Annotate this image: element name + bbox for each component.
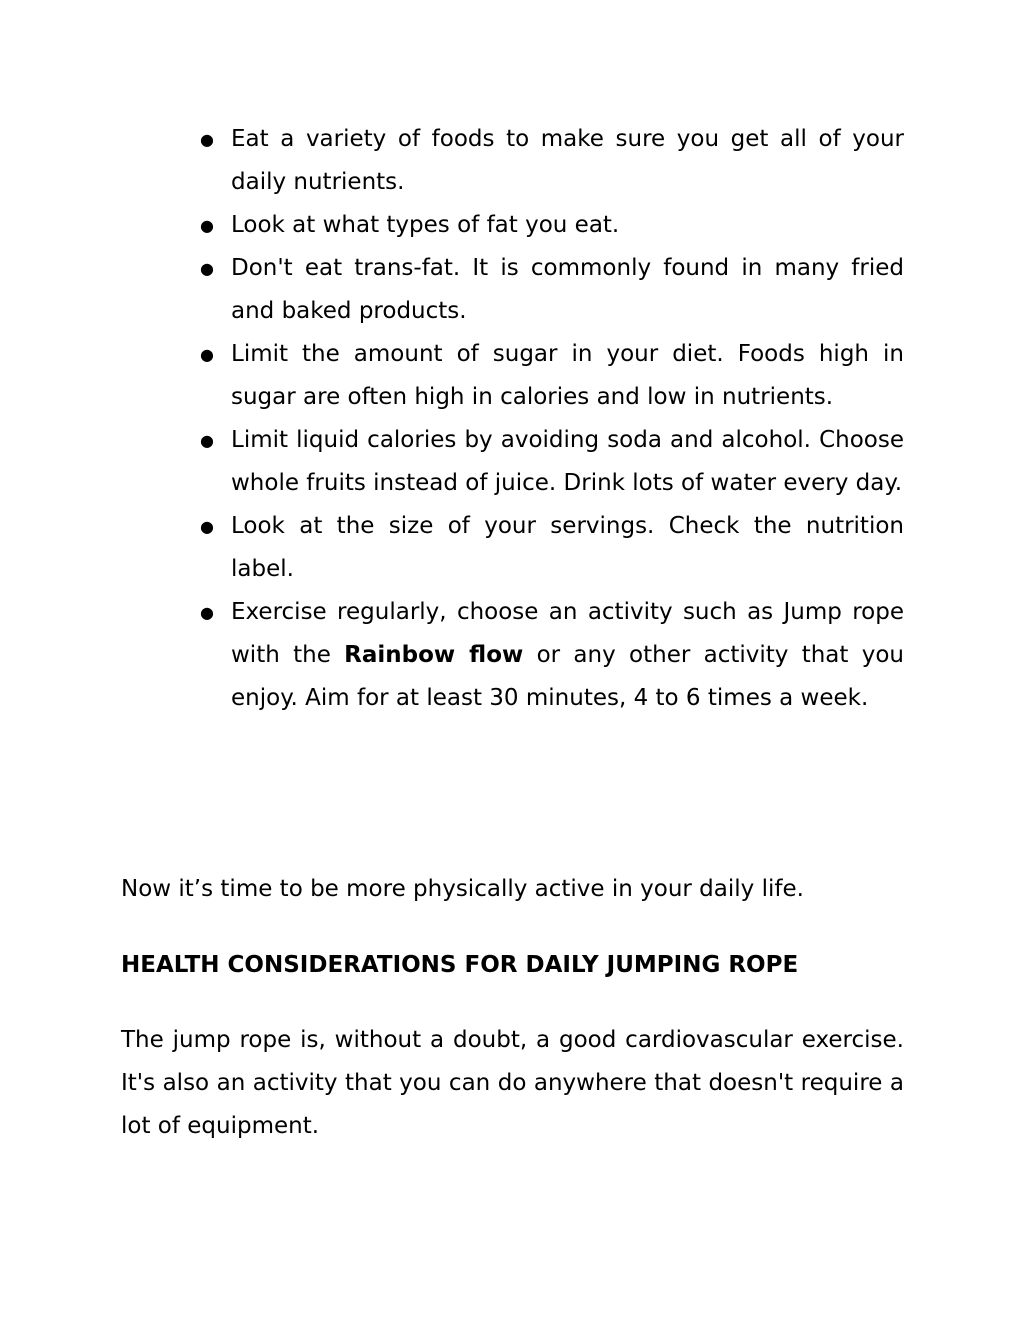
tip-item: [200, 204, 904, 247]
tip-text: Look at the size of your servings. Check the nutrition label.: [231, 513, 904, 582]
tip-item: [200, 118, 904, 204]
active-life-paragraph: Now it’s time to be more physically active in your daily life.: [121, 876, 804, 902]
tip-item: [200, 505, 904, 591]
tip-text: Don't eat trans-fat. It is commonly found in many fried and baked products.: [231, 255, 904, 324]
jump-rope-paragraph: The jump rope is, without a doubt, a good cardiovascular exercise. It's also an activity that you can do anywhere that doesn't require a lot of equipment.: [121, 1027, 904, 1139]
bullet-icon: ●: [200, 431, 214, 450]
bullet-icon: ●: [200, 130, 214, 149]
tip-item: [200, 419, 904, 505]
bullet-icon: ●: [200, 517, 214, 536]
tip-text: Eat a variety of foods to make sure you get all of your daily nutrients.: [231, 126, 904, 195]
tip-text: Look at what types of fat you eat.: [231, 212, 620, 238]
tip-item: [200, 591, 904, 720]
tip-text: Limit liquid calories by avoiding soda and alcohol. Choose whole fruits instead of juice. Drink lots of water every day.: [231, 427, 904, 496]
tip-text-after: or any other activity that you enjoy. Aim for at least 30 minutes, 4 to 6 times a week.: [231, 642, 904, 711]
bullet-icon: ●: [200, 259, 214, 278]
nutrition-tips-list: [200, 118, 904, 720]
bullet-icon: ●: [200, 603, 214, 622]
section-heading: HEALTH CONSIDERATIONS FOR DAILY JUMPING ROPE: [121, 952, 799, 978]
tip-text-before: Exercise regularly, choose an activity such as Jump rope with the: [231, 599, 904, 668]
bullet-icon: ●: [200, 216, 214, 235]
tip-bold-text: Rainbow flow: [344, 642, 524, 668]
bullet-icon: ●: [200, 345, 214, 364]
tip-item: [200, 247, 904, 333]
tip-text: Limit the amount of sugar in your diet. Foods high in sugar are often high in calories and low in nutrients.: [231, 341, 904, 410]
tip-item: [200, 333, 904, 419]
